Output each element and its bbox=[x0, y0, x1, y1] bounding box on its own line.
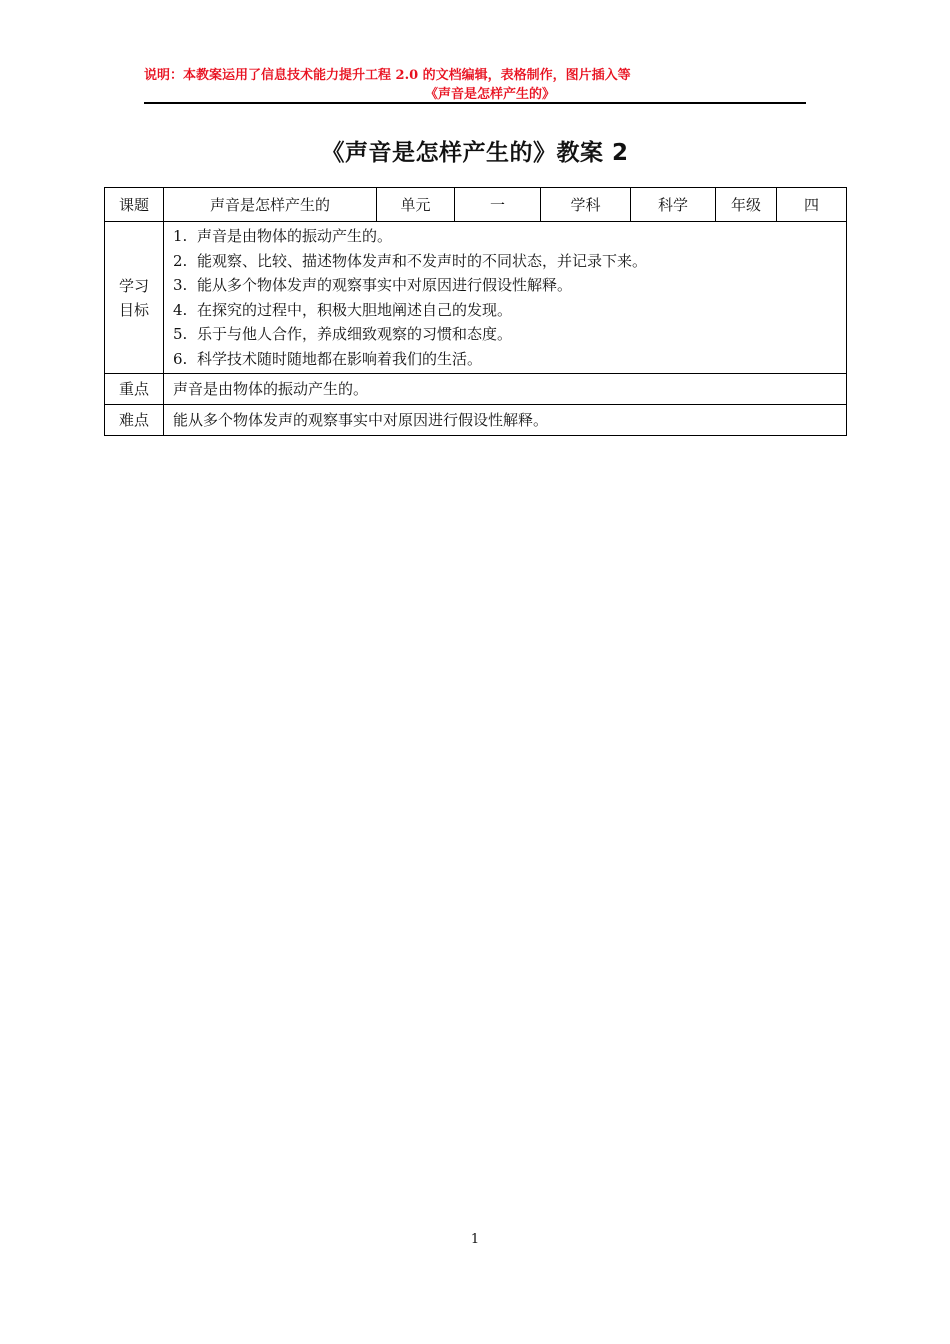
goals-list bbox=[173, 222, 838, 373]
document-header-note bbox=[144, 66, 806, 104]
goal-number: 1. bbox=[173, 227, 188, 245]
difficulty-text: 能从多个物体发声的观察事实中对原因进行假设性解释。 bbox=[164, 405, 847, 436]
goals-label-line2: 目标 bbox=[118, 300, 149, 319]
header-subtitle: 《声音是怎样产生的》 bbox=[424, 87, 555, 102]
goal-number: 2. bbox=[173, 251, 188, 270]
page-number: 1 bbox=[470, 1232, 480, 1247]
table-row-meta bbox=[105, 188, 847, 222]
goals-label bbox=[105, 222, 164, 374]
subject-value: 科学 bbox=[631, 188, 716, 222]
key-point-text: 声音是由物体的振动产生的。 bbox=[164, 374, 847, 405]
key-point-label: 重点 bbox=[105, 374, 164, 405]
goal-number: 4. bbox=[173, 300, 188, 319]
goal-item bbox=[173, 224, 838, 249]
goal-text: 声音是由物体的振动产生的。 bbox=[197, 227, 393, 245]
unit-value: 一 bbox=[455, 188, 541, 222]
topic-label: 课题 bbox=[105, 188, 164, 222]
goal-item bbox=[173, 273, 838, 298]
goal-text: 能观察、比较、描述物体发声和不发声时的不同状态，并记录下来。 bbox=[197, 251, 648, 270]
lesson-plan-table bbox=[104, 187, 847, 436]
goal-number: 5. bbox=[173, 325, 188, 343]
grade-value: 四 bbox=[777, 188, 847, 222]
goal-number: 3. bbox=[173, 276, 188, 294]
header-note-text: 说明：本教案运用了信息技术能力提升工程 2.0 的文档编辑，表格制作，图片插入等 bbox=[144, 68, 631, 83]
table-row-goals bbox=[105, 222, 847, 374]
goal-text: 在探究的过程中，积极大胆地阐述自己的发现。 bbox=[197, 300, 513, 319]
goal-item bbox=[173, 249, 838, 274]
goal-text: 科学技术随时随地都在影响着我们的生活。 bbox=[197, 349, 483, 368]
unit-label: 单元 bbox=[377, 188, 455, 222]
header-divider bbox=[144, 102, 806, 104]
goal-number: 6. bbox=[173, 349, 188, 368]
topic-value: 声音是怎样产生的 bbox=[164, 188, 377, 222]
goal-text: 能从多个物体发声的观察事实中对原因进行假设性解释。 bbox=[197, 276, 573, 294]
table-row-difficulty bbox=[105, 405, 847, 436]
difficulty-label: 难点 bbox=[105, 405, 164, 436]
subject-label: 学科 bbox=[541, 188, 631, 222]
page-title: 《声音是怎样产生的》教案 2 bbox=[321, 140, 629, 166]
goals-label-line1: 学习 bbox=[118, 276, 149, 295]
goal-item bbox=[173, 347, 838, 372]
goal-text: 乐于与他人合作，养成细致观察的习惯和态度。 bbox=[197, 325, 513, 343]
goal-item bbox=[173, 298, 838, 323]
table-row-key-point bbox=[105, 374, 847, 405]
goal-item bbox=[173, 322, 838, 347]
goals-content bbox=[164, 222, 847, 374]
grade-label: 年级 bbox=[716, 188, 777, 222]
